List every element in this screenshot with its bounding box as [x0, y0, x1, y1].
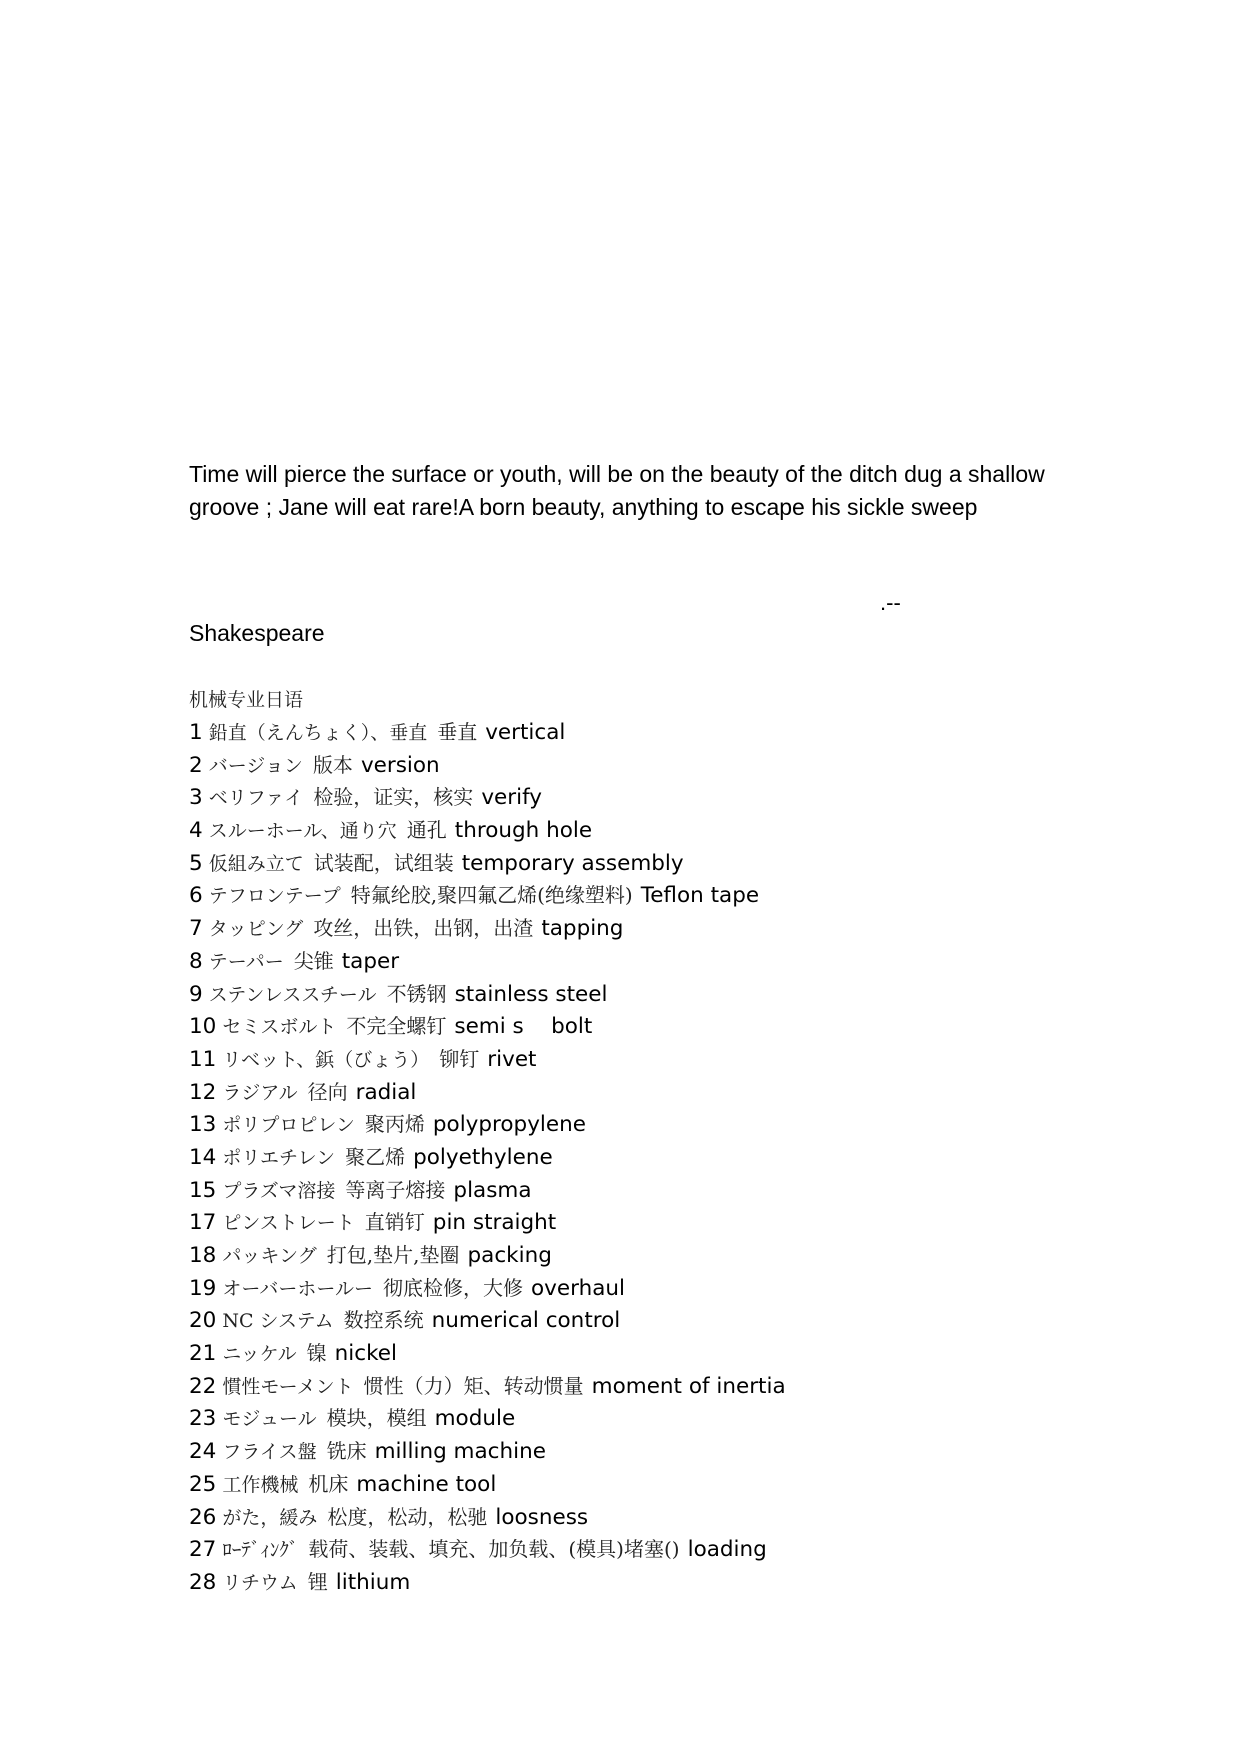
list-item [189, 1141, 1089, 1174]
entry-japanese: セミスボルト [222, 1016, 337, 1039]
entry-number: 4 [189, 818, 203, 844]
entry-chinese: 垂直 [437, 720, 478, 744]
entry-japanese: フライス盤 [222, 1441, 317, 1464]
entry-chinese: 铣床 [326, 1439, 367, 1464]
entry-japanese: スルーホール、通り穴 [208, 820, 397, 843]
entry-number: 1 [189, 720, 203, 745]
entry-japanese: ﾛｰﾃﾞｨﾝｸﾞ [222, 1539, 299, 1562]
entry-japanese: ベリファイ [208, 787, 304, 810]
entry-chinese: 锂 [307, 1569, 328, 1594]
list-item [189, 1206, 1089, 1239]
entry-english: milling machine [374, 1439, 546, 1465]
entry-number: 9 [189, 981, 203, 1007]
entry-number: 6 [189, 883, 203, 909]
entry-number: 3 [189, 785, 203, 811]
entry-japanese: テフロンテープ [208, 885, 341, 908]
entry-english: rivet [487, 1046, 537, 1072]
entry-number: 25 [189, 1471, 217, 1497]
entry-chinese: 检验，证实，核实 [313, 785, 474, 810]
list-item [189, 1370, 1089, 1403]
entry-english: nickel [334, 1341, 397, 1367]
entry-english: loosness [495, 1504, 589, 1530]
list-item [189, 716, 1089, 749]
entry-japanese: ニッケル [222, 1343, 297, 1366]
entry-chinese: 尖锥 [293, 948, 334, 973]
entry-japanese: バージョン [208, 754, 303, 777]
entry-english: semi s bolt [454, 1014, 593, 1040]
entry-chinese: 攻丝，出铁，出钢，出渣 [313, 916, 534, 941]
entry-chinese: 镍 [306, 1341, 327, 1366]
entry-japanese: NC システム [222, 1310, 334, 1333]
entry-number: 24 [189, 1439, 217, 1465]
entry-english: pin straight [432, 1210, 557, 1236]
glossary-heading: 机械专业日语 [189, 689, 304, 711]
entry-english: temporary assembly [461, 850, 684, 876]
list-item [189, 1010, 1089, 1043]
list-item [189, 1239, 1089, 1272]
entry-english: machine tool [356, 1471, 497, 1497]
entry-japanese: ラジアル [222, 1081, 298, 1104]
entry-english: packing [467, 1243, 552, 1268]
list-item [189, 1468, 1089, 1501]
quote-author: Shakespeare [189, 620, 325, 646]
entry-chinese: 模块，模组 [326, 1406, 427, 1431]
entry-chinese: 数控系统 [343, 1308, 424, 1333]
list-item [189, 912, 1089, 945]
entry-chinese: 载荷、装载、填充、加负载、(模具)堵塞() [308, 1537, 680, 1562]
list-item [189, 1304, 1089, 1337]
list-item [189, 781, 1089, 814]
entry-chinese: 彻底检修，大修 [383, 1275, 524, 1300]
entry-japanese: ポリエチレン [222, 1146, 336, 1169]
entry-english: loading [687, 1537, 767, 1563]
entry-english: radial [355, 1079, 417, 1105]
entry-number: 8 [189, 948, 203, 974]
entry-english: lithium [335, 1569, 411, 1595]
entry-english: verify [481, 785, 542, 811]
entry-number: 14 [189, 1144, 217, 1170]
entry-japanese: テーパー [208, 950, 284, 973]
list-item [189, 1337, 1089, 1370]
list-item [189, 814, 1089, 847]
quote-text: Time will pierce the surface or youth, will be on the beauty of the ditch dug a shallow groove ; Jane will eat rare!A born beauty, anything to escape his sickle sweep [189, 461, 1045, 520]
entry-number: 12 [189, 1079, 217, 1105]
list-item [189, 879, 1089, 912]
entry-chinese: 不完全螺钉 [346, 1014, 447, 1039]
entry-number: 18 [189, 1243, 217, 1268]
entry-japanese: リベット、鋲（びょう） [222, 1048, 430, 1071]
list-item [189, 1174, 1089, 1207]
entry-japanese: 仮組み立て [208, 852, 304, 875]
entry-english: module [434, 1406, 516, 1432]
entry-japanese: がた，緩み [222, 1506, 318, 1529]
entry-chinese: 直销钉 [364, 1210, 425, 1235]
entry-japanese: ポリプロピレン [222, 1114, 355, 1137]
list-item [189, 1108, 1089, 1141]
entry-number: 7 [189, 916, 203, 942]
entry-english: tapping [541, 916, 624, 942]
entry-english: taper [341, 948, 400, 974]
list-item [189, 1533, 1089, 1566]
entry-chinese: 等离子熔接 [345, 1177, 446, 1202]
entry-japanese: 慣性モーメント [222, 1375, 354, 1398]
entry-number: 13 [189, 1112, 217, 1138]
entry-chinese: 机床 [308, 1471, 349, 1496]
entry-number: 26 [189, 1504, 217, 1530]
entry-number: 22 [189, 1373, 217, 1399]
entry-english: Teflon tape [640, 883, 760, 909]
list-item [189, 945, 1089, 978]
entry-number: 21 [189, 1341, 217, 1367]
entry-number: 17 [189, 1210, 217, 1236]
entry-english: plasma [453, 1177, 532, 1203]
entry-japanese: ステンレススチール [208, 983, 377, 1006]
entry-english: stainless steel [454, 981, 608, 1007]
entry-japanese: リチウム [222, 1571, 298, 1594]
entry-english: moment of inertia [591, 1373, 786, 1399]
glossary-list [189, 716, 1089, 1599]
list-item [189, 1435, 1089, 1468]
entry-chinese: 惯性（力）矩、转动惯量 [363, 1373, 584, 1398]
entry-chinese: 松度，松动，松驰 [327, 1504, 488, 1529]
entry-chinese: 打包,垫片,垫圈 [326, 1243, 460, 1267]
entry-japanese: プラズマ溶接 [222, 1179, 336, 1202]
entry-chinese: 不锈钢 [386, 981, 447, 1006]
entry-chinese: 特氟纶胶,聚四氟乙烯(绝缘塑料) [350, 883, 633, 908]
entry-chinese: 通孔 [406, 818, 447, 843]
list-item [189, 1402, 1089, 1435]
entry-english: numerical control [431, 1308, 621, 1334]
list-item [189, 978, 1089, 1011]
entry-english: overhaul [531, 1275, 625, 1301]
entry-japanese: パッキング [222, 1245, 317, 1267]
entry-number: 19 [189, 1275, 217, 1301]
entry-number: 2 [189, 752, 203, 778]
entry-english: polypropylene [432, 1112, 586, 1138]
quote-dash: .-- [880, 590, 901, 615]
entry-number: 27 [189, 1537, 217, 1563]
entry-number: 15 [189, 1177, 217, 1203]
list-item [189, 749, 1089, 782]
entry-japanese: タッピング [208, 918, 304, 941]
entry-english: through hole [454, 818, 593, 844]
list-item [189, 1043, 1089, 1076]
entry-japanese: 鉛直（えんちょく）、垂直 [208, 722, 428, 744]
entry-japanese: ピンストレート [222, 1212, 355, 1235]
list-item [189, 1272, 1089, 1305]
entry-number: 20 [189, 1308, 217, 1334]
entry-number: 23 [189, 1406, 217, 1432]
entry-english: version [360, 752, 440, 778]
list-item [189, 1566, 1089, 1599]
entry-number: 28 [189, 1569, 217, 1595]
entry-number: 5 [189, 850, 203, 876]
entry-chinese: 版本 [312, 752, 353, 777]
entry-english: vertical [485, 720, 566, 745]
entry-english: polyethylene [413, 1144, 553, 1170]
list-item [189, 1501, 1089, 1534]
entry-chinese: 铆钉 [439, 1046, 480, 1071]
list-item [189, 847, 1089, 880]
entry-chinese: 试装配，试组装 [313, 850, 454, 875]
entry-japanese: オーバーホールー [222, 1277, 374, 1300]
list-item [189, 1076, 1089, 1109]
entry-number: 11 [189, 1046, 217, 1072]
entry-number: 10 [189, 1014, 217, 1040]
entry-chinese: 聚丙烯 [364, 1112, 425, 1137]
entry-japanese: 工作機械 [222, 1473, 299, 1496]
entry-chinese: 聚乙烯 [345, 1144, 406, 1169]
entry-japanese: モジュール [222, 1408, 317, 1431]
entry-chinese: 径向 [307, 1079, 348, 1104]
